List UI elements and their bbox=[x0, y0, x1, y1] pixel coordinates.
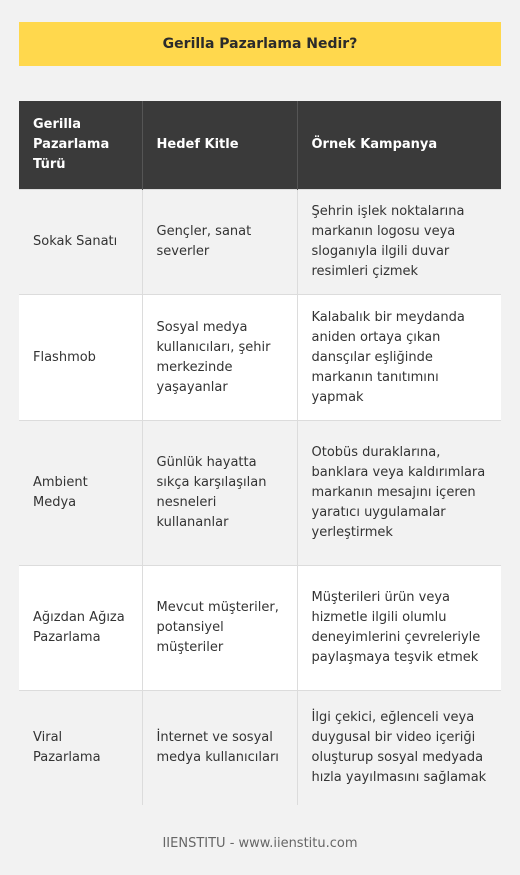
cell-type: Flashmob bbox=[19, 295, 142, 421]
cell-audience: İnternet ve sosyal medya kullanıcıları bbox=[142, 691, 297, 806]
table-row bbox=[19, 295, 501, 421]
cell-example: Otobüs duraklarına, banklara veya kaldırımlara markanın mesajını içeren yaratıcı uygulamalar yerleştirmek bbox=[297, 421, 501, 566]
page-title: Gerilla Pazarlama Nedir? bbox=[19, 22, 501, 66]
table-row bbox=[19, 691, 501, 806]
cell-type: Viral Pazarlama bbox=[19, 691, 142, 806]
table-row bbox=[19, 190, 501, 295]
cell-type: Sokak Sanatı bbox=[19, 190, 142, 295]
footer-source: IIENSTITU - www.iienstitu.com bbox=[162, 836, 358, 851]
cell-audience: Mevcut müşteriler, potansiyel müşteriler bbox=[142, 566, 297, 691]
table-row bbox=[19, 566, 501, 691]
table-header-row bbox=[19, 101, 501, 190]
cell-type: Ambient Medya bbox=[19, 421, 142, 566]
cell-type: Ağızdan Ağıza Pazarlama bbox=[19, 566, 142, 691]
cell-example: Şehrin işlek noktalarına markanın logosu veya sloganıyla ilgili duvar resimleri çizmek bbox=[297, 190, 501, 295]
cell-example: Kalabalık bir meydanda aniden ortaya çıkan dansçılar eşliğinde markanın tanıtımını yapmak bbox=[297, 295, 501, 421]
comparison-table bbox=[19, 101, 501, 805]
cell-audience: Gençler, sanat severler bbox=[142, 190, 297, 295]
header-audience: Hedef Kitle bbox=[142, 101, 297, 190]
table-row bbox=[19, 421, 501, 566]
cell-audience: Sosyal medya kullanıcıları, şehir merkezinde yaşayanlar bbox=[142, 295, 297, 421]
header-type: Gerilla Pazarlama Türü bbox=[19, 101, 142, 190]
cell-example: Müşterileri ürün veya hizmetle ilgili olumlu deneyimlerini çevreleriyle paylaşmaya teşvik etmek bbox=[297, 566, 501, 691]
cell-example: İlgi çekici, eğlenceli veya duygusal bir video içeriği oluşturup sosyal medyada hızla yayılmasını sağlamak bbox=[297, 691, 501, 806]
cell-audience: Günlük hayatta sıkça karşılaşılan nesneleri kullananlar bbox=[142, 421, 297, 566]
header-example: Örnek Kampanya bbox=[297, 101, 501, 190]
